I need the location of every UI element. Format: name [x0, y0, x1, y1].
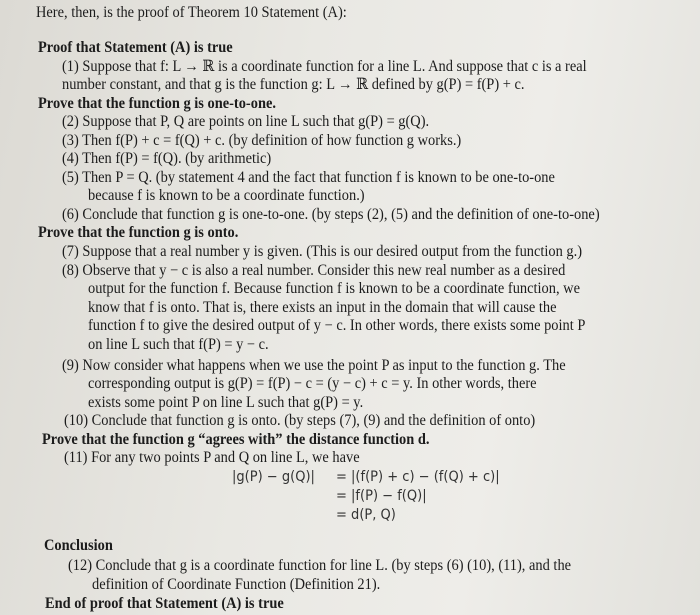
- step-12-line-1: (12) Conclude that g is a coordinate function for line L. (by steps (6) (10), (11), and the: [68, 557, 572, 574]
- step-8-line-5: on line L such that f(P) = y − c.: [88, 336, 269, 353]
- step-8-line-4: function f to give the desired output of y − c. In other words, there exists some point P: [88, 317, 586, 334]
- step-12-line-2: definition of Coordinate Function (Definition 21).: [92, 576, 381, 593]
- equation-rhs-1: = |(f(P) + c) − (f(Q) + c)|: [336, 469, 500, 485]
- step-9-line-2: corresponding output is g(P) = f(P) − c = (y − c) + c = y. In other words, there: [88, 375, 537, 392]
- equation-rhs-2: = |f(P) − f(Q)|: [336, 488, 427, 504]
- equation-rhs-3: = d(P, Q): [336, 507, 396, 523]
- conclusion-heading: Conclusion: [44, 537, 113, 554]
- step-9-line-3: exists some point P on line L such that g(P) = y.: [88, 394, 364, 411]
- heading-distance: Prove that the function g “agrees with” the distance function d.: [42, 431, 430, 448]
- intro-line: Here, then, is the proof of Theorem 10 Statement (A):: [36, 4, 347, 21]
- step-5-line-2: because f is known to be a coordinate function.): [88, 187, 365, 204]
- step-1-line-2: number constant, and that g is the function g: L → ℝ defined by g(P) = f(P) + c.: [62, 76, 525, 93]
- step-5-line-1: (5) Then P = Q. (by statement 4 and the fact that function f is known to be one-to-one: [62, 169, 555, 186]
- step-8-line-2: output for the function f. Because function f is known to be a coordinate function, we: [88, 280, 580, 297]
- proof-heading: Proof that Statement (A) is true: [38, 39, 233, 56]
- step-11: (11) For any two points P and Q on line L, we have: [64, 449, 360, 466]
- step-6: (6) Conclude that function g is one-to-one. (by steps (2), (5) and the definition of one-to-one): [62, 206, 600, 223]
- end-of-proof: End of proof that Statement (A) is true: [45, 595, 284, 612]
- step-3: (3) Then f(P) + c = f(Q) + c. (by definition of how function g works.): [62, 132, 462, 149]
- step-8-line-3: know that f is onto. That is, there exists an input in the domain that will cause the: [88, 299, 557, 316]
- step-8-line-1: (8) Observe that y − c is also a real number. Consider this new real number as a desired: [62, 262, 566, 279]
- step-9-line-1: (9) Now consider what happens when we use the point P as input to the function g. The: [62, 357, 566, 374]
- step-7: (7) Suppose that a real number y is given. (This is our desired output from the function g.): [62, 243, 583, 260]
- step-2: (2) Suppose that P, Q are points on line L such that g(P) = g(Q).: [62, 113, 430, 130]
- step-4: (4) Then f(P) = f(Q). (by arithmetic): [62, 150, 272, 167]
- heading-one-to-one: Prove that the function g is one-to-one.: [38, 95, 276, 112]
- step-1-line-1: (1) Suppose that f: L → ℝ is a coordinate function for a line L. And suppose that c is a real: [62, 58, 587, 75]
- step-10: (10) Conclude that function g is onto. (by steps (7), (9) and the definition of onto): [64, 412, 536, 429]
- heading-onto: Prove that the function g is onto.: [38, 224, 239, 241]
- equation-lhs: |g(P) − g(Q)|: [232, 469, 315, 485]
